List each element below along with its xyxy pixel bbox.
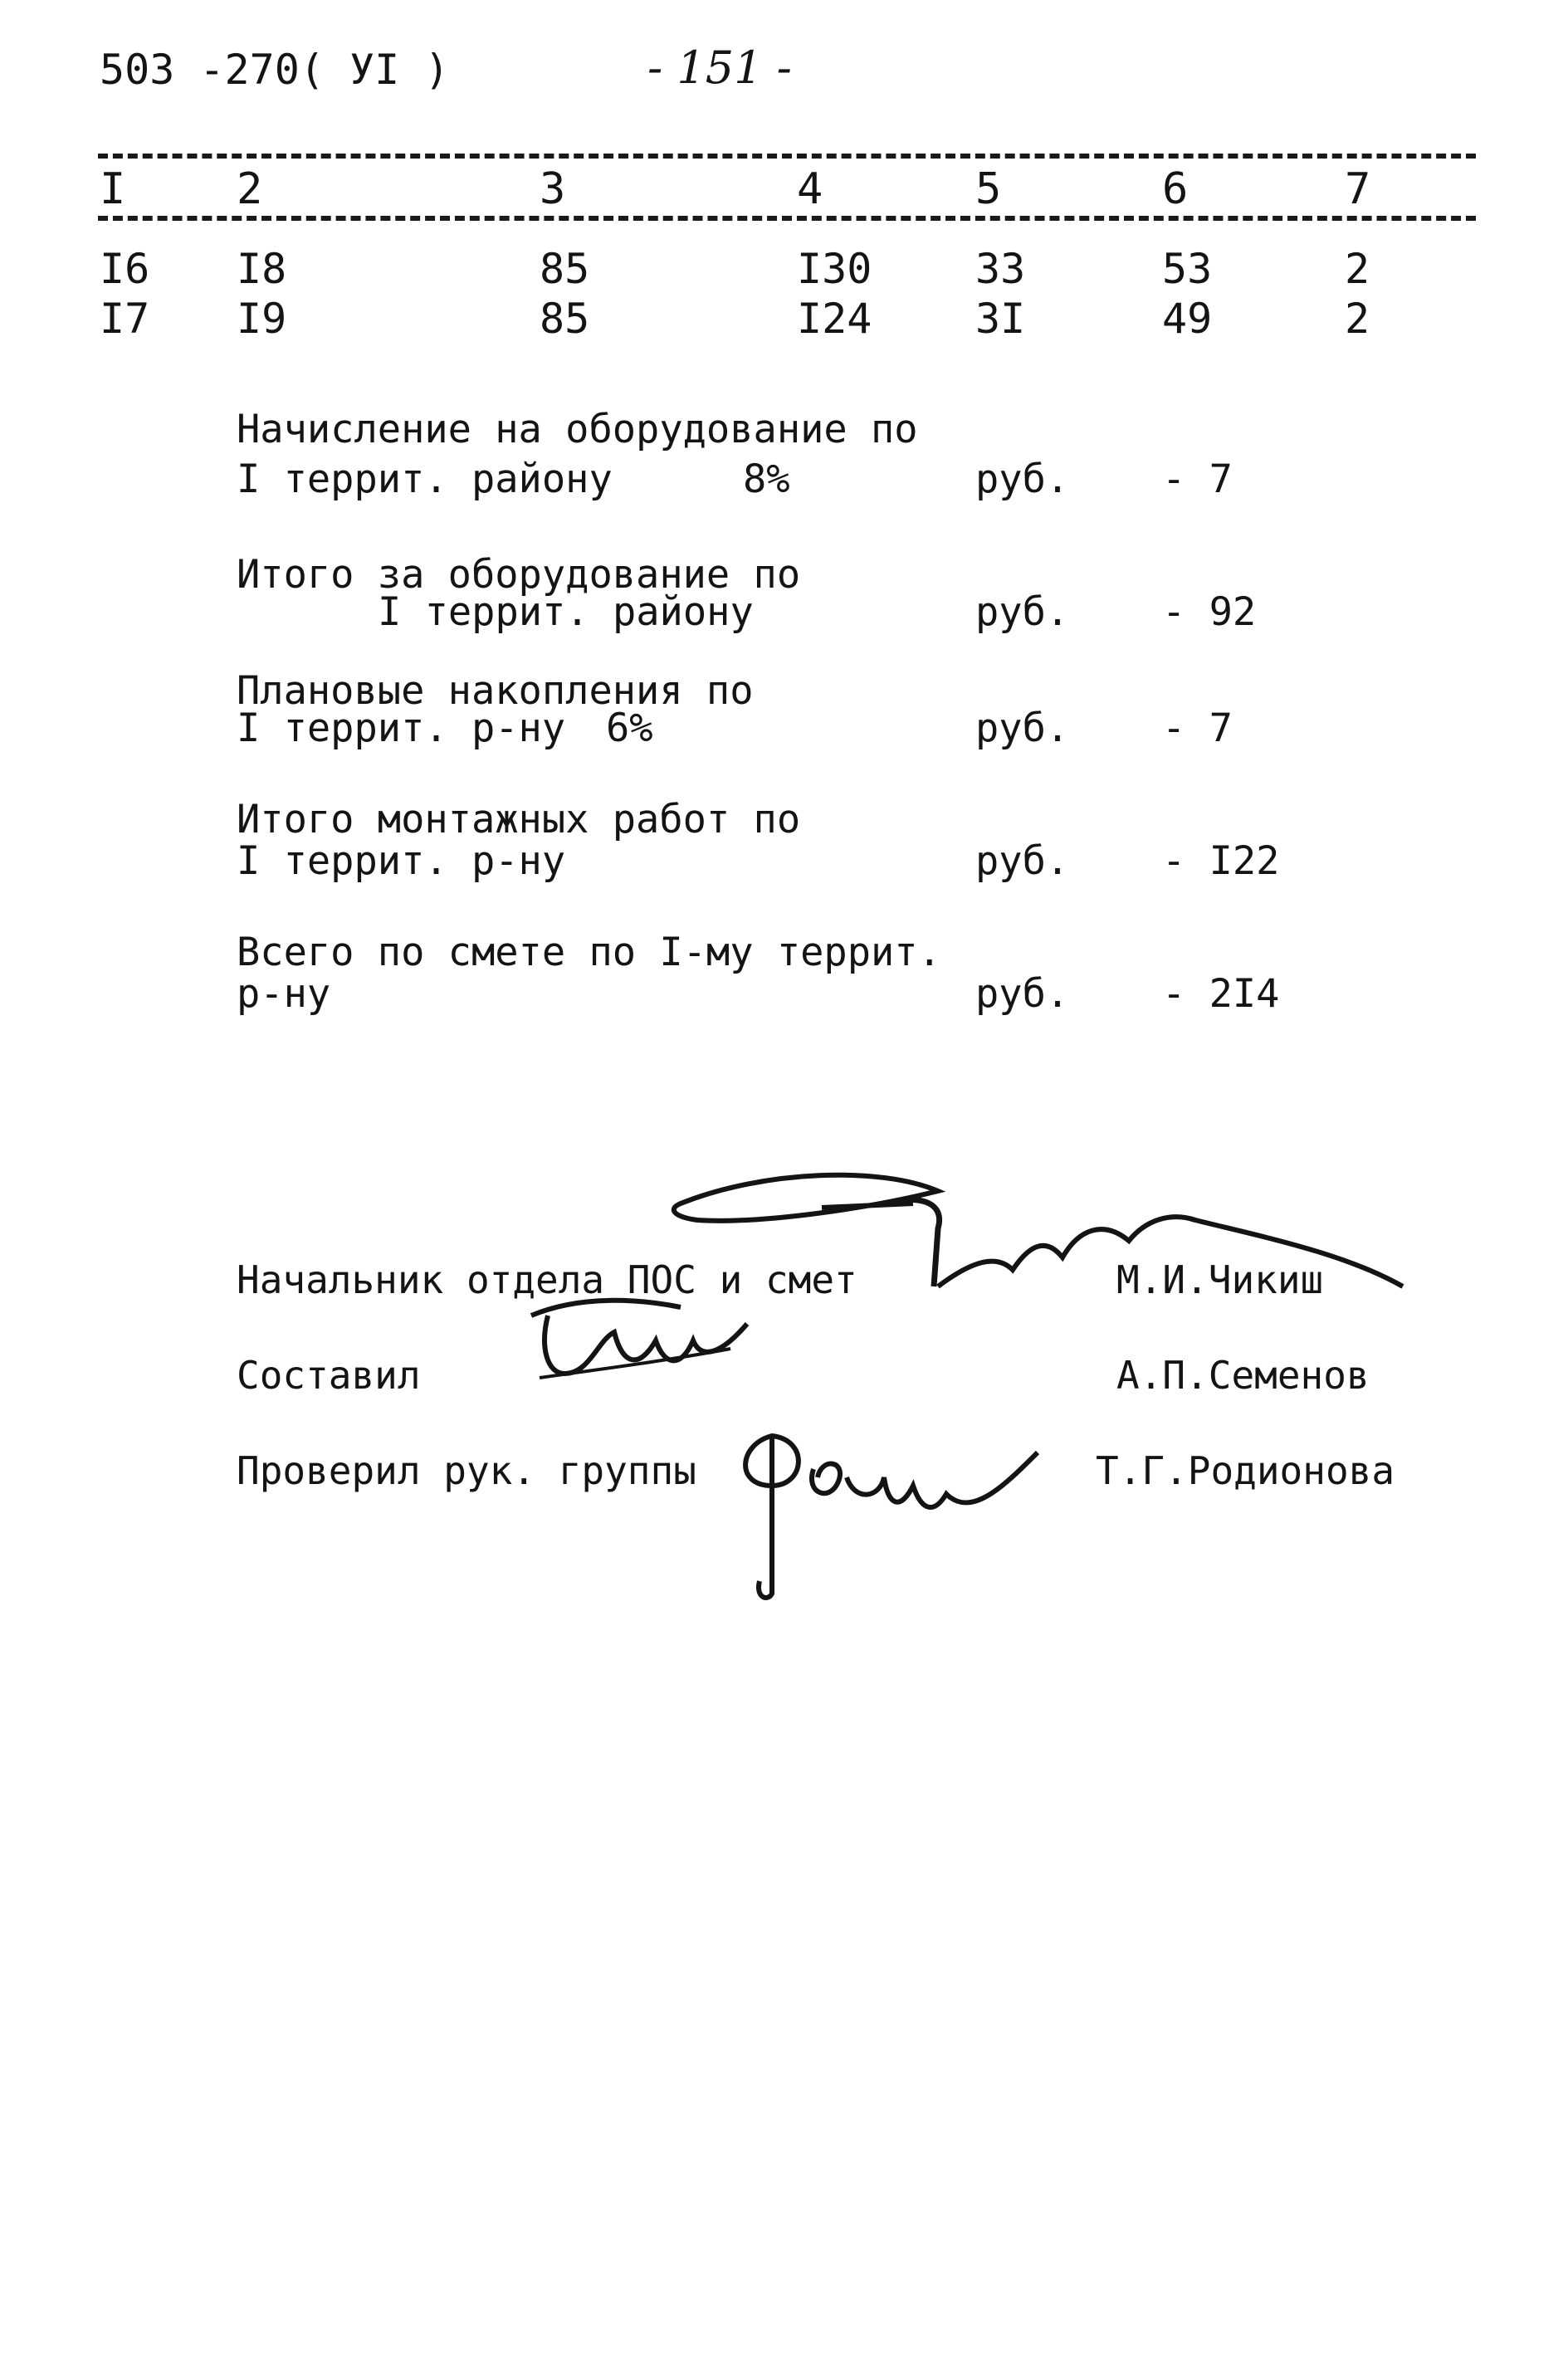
summary-value: - 7 [1162, 705, 1233, 751]
summary-unit: руб. [975, 971, 1070, 1017]
summary-line: Начисление на оборудование по [237, 407, 918, 452]
column-header-5: 5 [975, 164, 1002, 214]
signature-name: А.П.Семенов [1116, 1353, 1370, 1398]
summary-unit: руб. [975, 838, 1070, 884]
table-cell: I6 [100, 245, 150, 293]
table-header-rule [98, 216, 1476, 221]
table-cell: 33 [975, 245, 1026, 293]
page-number: - 151 - [647, 41, 792, 94]
table-top-rule [98, 154, 1476, 159]
summary-value: - 7 [1162, 456, 1233, 502]
column-header-6: 6 [1162, 164, 1189, 214]
summary-line: I террит. району [237, 456, 613, 502]
column-header-1: I [100, 164, 126, 214]
signature-role: Начальник отдела ПОС и смет [237, 1257, 857, 1302]
table-cell: I24 [797, 295, 872, 343]
summary-value: - 2I4 [1162, 971, 1280, 1017]
summary-line: I террит. р-ну [237, 838, 566, 884]
summary-unit: руб. [975, 705, 1070, 751]
summary-unit: руб. [975, 456, 1070, 502]
summary-unit: руб. [975, 589, 1070, 635]
handwritten-signature-icon [722, 1419, 1046, 1602]
signature-role: Составил [237, 1353, 421, 1398]
column-header-2: 2 [237, 164, 263, 214]
handwritten-signature-icon [515, 1291, 764, 1399]
table-cell: 53 [1162, 245, 1213, 293]
table-cell: I30 [797, 245, 872, 293]
document-code: 503 -270( УI ) [100, 46, 450, 94]
column-header-4: 4 [797, 164, 823, 214]
table-cell: 85 [540, 295, 590, 343]
table-cell: 2 [1345, 245, 1370, 293]
summary-percent: 8% [743, 456, 790, 502]
table-cell: I9 [237, 295, 287, 343]
summary-line: Итого за оборудование по [237, 552, 801, 598]
summary-value: - 92 [1162, 589, 1257, 635]
summary-line: Плановые накопления по [237, 668, 754, 714]
column-header-3: 3 [540, 164, 566, 214]
summary-value: - I22 [1162, 838, 1280, 884]
summary-line: I террит. району [378, 589, 754, 635]
signature-name: М.И.Чикиш [1116, 1257, 1324, 1302]
table-cell: I8 [237, 245, 287, 293]
table-cell: 2 [1345, 295, 1370, 343]
summary-line: Итого монтажных работ по [237, 797, 801, 842]
handwritten-signature-icon [664, 1162, 1411, 1303]
table-cell: 49 [1162, 295, 1213, 343]
table-cell: 3I [975, 295, 1026, 343]
table-cell: 85 [540, 245, 590, 293]
table-cell: I7 [100, 295, 150, 343]
summary-line: I террит. р-ну [237, 705, 566, 751]
signature-role: Проверил рук. группы [237, 1448, 696, 1493]
signature-name: Т.Г.Родионова [1096, 1448, 1395, 1493]
summary-percent: 6% [606, 705, 653, 751]
column-header-7: 7 [1345, 164, 1371, 214]
summary-line: р-ну [237, 971, 331, 1017]
summary-line: Всего по смете по I-му террит. [237, 930, 941, 975]
